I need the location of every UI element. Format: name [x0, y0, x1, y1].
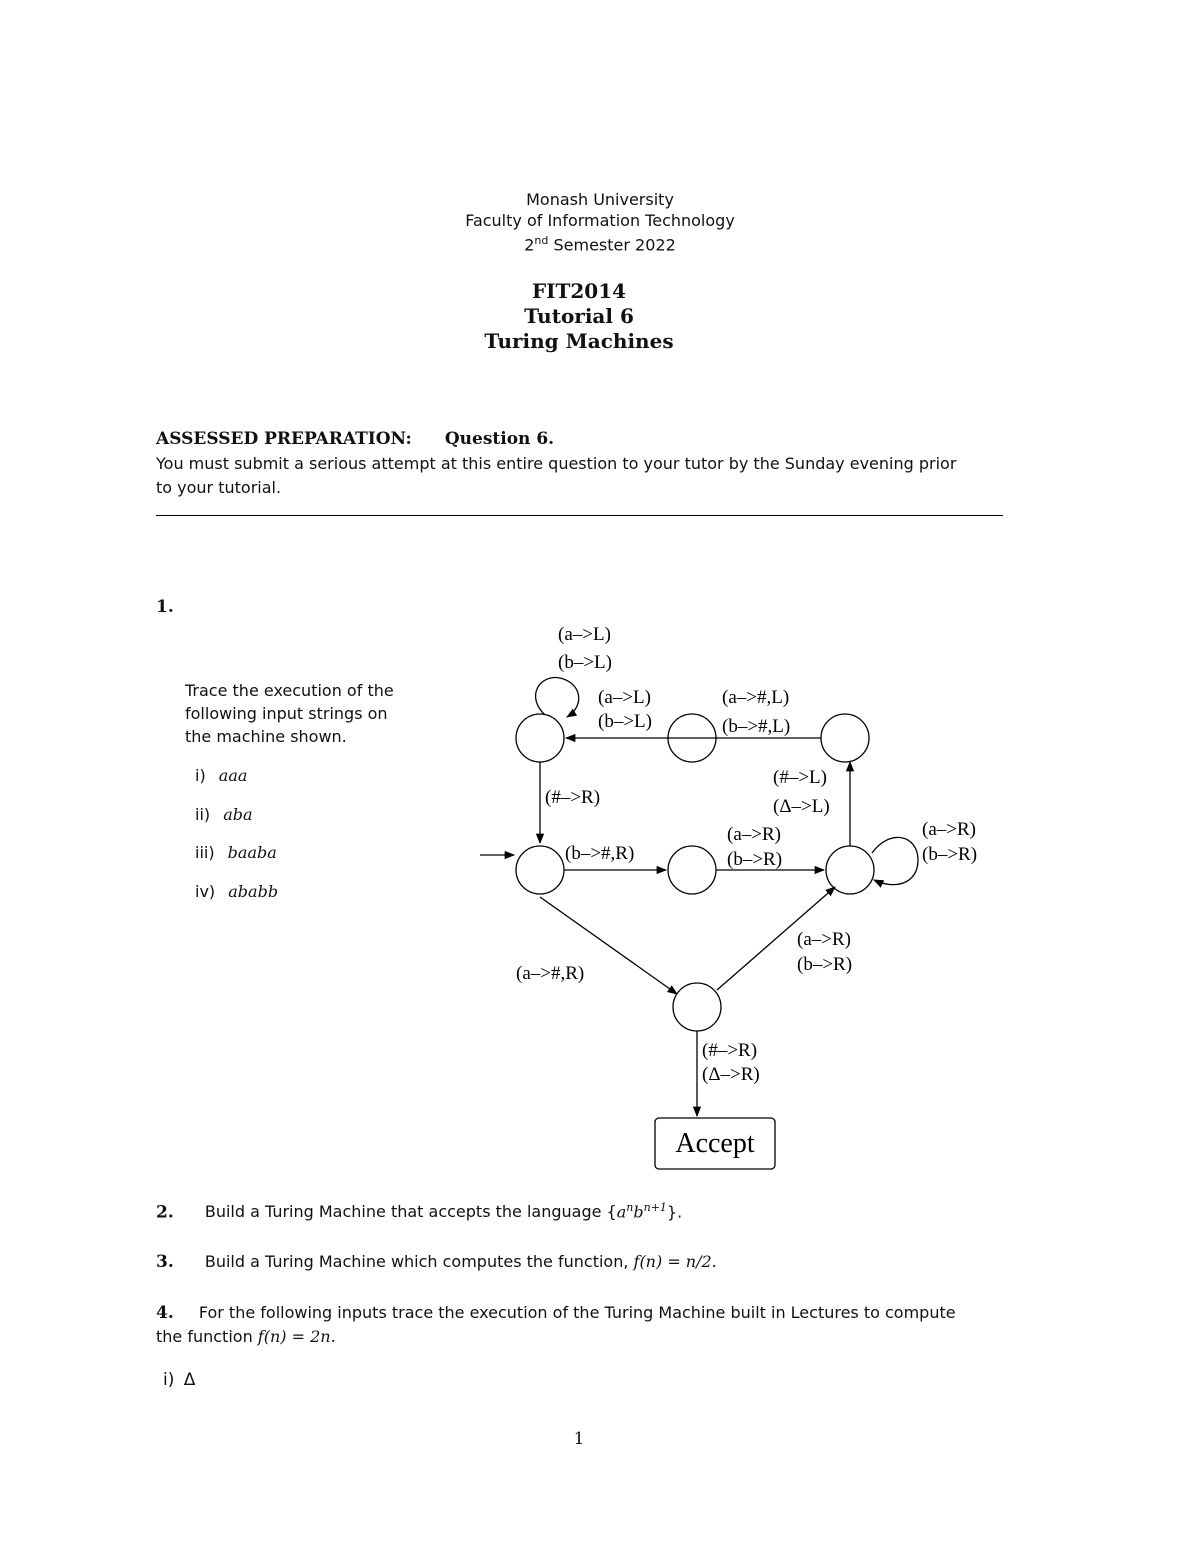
state-top-right [821, 714, 869, 762]
q1-item-label: i) [195, 766, 206, 785]
course-code: FIT2014 [531, 279, 627, 303]
q2-sup-n: n [626, 1201, 634, 1214]
transition-label: (b–>L) [558, 652, 612, 673]
transition-label: (a–>L) [598, 687, 651, 708]
q1-item-value: baaba [227, 843, 277, 862]
semester-rest: Semester 2022 [548, 235, 676, 255]
tutorial-number: Tutorial 6 [524, 304, 634, 328]
assessed-line-1: You must submit a serious attempt at this entire question to your tutor by the Sunday evening prior [156, 454, 957, 473]
q1-item-value: aaa [218, 766, 248, 785]
q2-close: }. [666, 1202, 683, 1222]
transition-label: (#–>L) [773, 767, 827, 788]
transition-label: (Δ–>R) [702, 1064, 760, 1085]
q4-line-2 [156, 1327, 336, 1346]
q4-line-1 [156, 1303, 956, 1323]
self-loop-arrow [872, 837, 918, 884]
state-bottom [673, 983, 721, 1031]
q1-item-value: ababb [228, 882, 279, 901]
accept-label: Accept [675, 1128, 755, 1159]
state-top-left [516, 714, 564, 762]
transition-label: (a–>R) [922, 819, 976, 840]
transition-label: (b–>#,R) [565, 843, 635, 864]
semester-ordinal: 2 [524, 235, 535, 255]
q2-sup-n1: n+1 [643, 1201, 667, 1214]
q4-item-label: i) [163, 1370, 175, 1390]
transition-label: (#–>R) [545, 787, 601, 808]
transition-label: (#–>R) [702, 1040, 758, 1061]
q2-math-b: b [633, 1202, 644, 1222]
q3-text: Build a Turing Machine which computes the function, [204, 1252, 634, 1271]
page-number: 1 [573, 1429, 585, 1449]
assessed-line-2: to your tutorial. [156, 478, 282, 497]
transition-label: (b–>R) [727, 849, 783, 870]
q4-text: For the following inputs trace the execution of the Turing Machine built in Lectures to compute [198, 1303, 956, 1322]
q2-math-a: a [616, 1202, 627, 1222]
q2-number: 2. [156, 1202, 174, 1223]
q1-instruction-line: the machine shown. [185, 727, 347, 746]
q2 [156, 1201, 682, 1222]
transition-label: (b–>R) [797, 954, 853, 975]
q1-item-label: iv) [195, 882, 216, 901]
transition-label: (b–>#,L) [722, 716, 791, 737]
university-name: Monash University [526, 190, 674, 209]
faculty-name: Faculty of Information Technology [465, 211, 735, 230]
q1-number: 1. [156, 597, 174, 617]
transition-label: (a–>#,R) [516, 963, 585, 984]
q3-number: 3. [156, 1252, 174, 1272]
transition-label: (a–>#,L) [722, 687, 790, 708]
transition-label: (a–>L) [558, 624, 611, 645]
q1-item-value: aba [223, 805, 253, 824]
state-center [668, 846, 716, 894]
q3 [156, 1252, 717, 1272]
transition-label: (a–>R) [797, 929, 851, 950]
semester-suffix: nd [534, 234, 549, 247]
q1-instruction-line: Trace the execution of the [185, 681, 394, 700]
assessed-label: ASSESSED PREPARATION: [156, 429, 412, 449]
state-right [826, 846, 874, 894]
tutorial-topic: Turing Machines [484, 329, 674, 353]
q4-math: f(n) = 2n. [257, 1327, 336, 1346]
q1-instruction-line: following input strings on [185, 704, 388, 723]
transition-label: (b–>R) [922, 844, 978, 865]
transition-label: (b–>L) [598, 711, 652, 732]
q4-item-value: Δ [183, 1370, 196, 1390]
assessed-question: Question 6. [444, 429, 555, 449]
state-start [516, 846, 564, 894]
transition-label: (a–>R) [727, 824, 781, 845]
q4-item [163, 1370, 195, 1390]
transition-label: (Δ–>L) [773, 796, 830, 817]
q4-line2-text: the function [156, 1327, 258, 1346]
self-loop-arrow [536, 678, 579, 717]
q1-item-label: iii) [195, 843, 215, 862]
q2-text: Build a Turing Machine that accepts the language { [204, 1202, 617, 1222]
q4-number: 4. [156, 1303, 174, 1323]
q1-item-label: ii) [195, 805, 211, 824]
q3-math: f(n) = n/2. [633, 1252, 717, 1271]
